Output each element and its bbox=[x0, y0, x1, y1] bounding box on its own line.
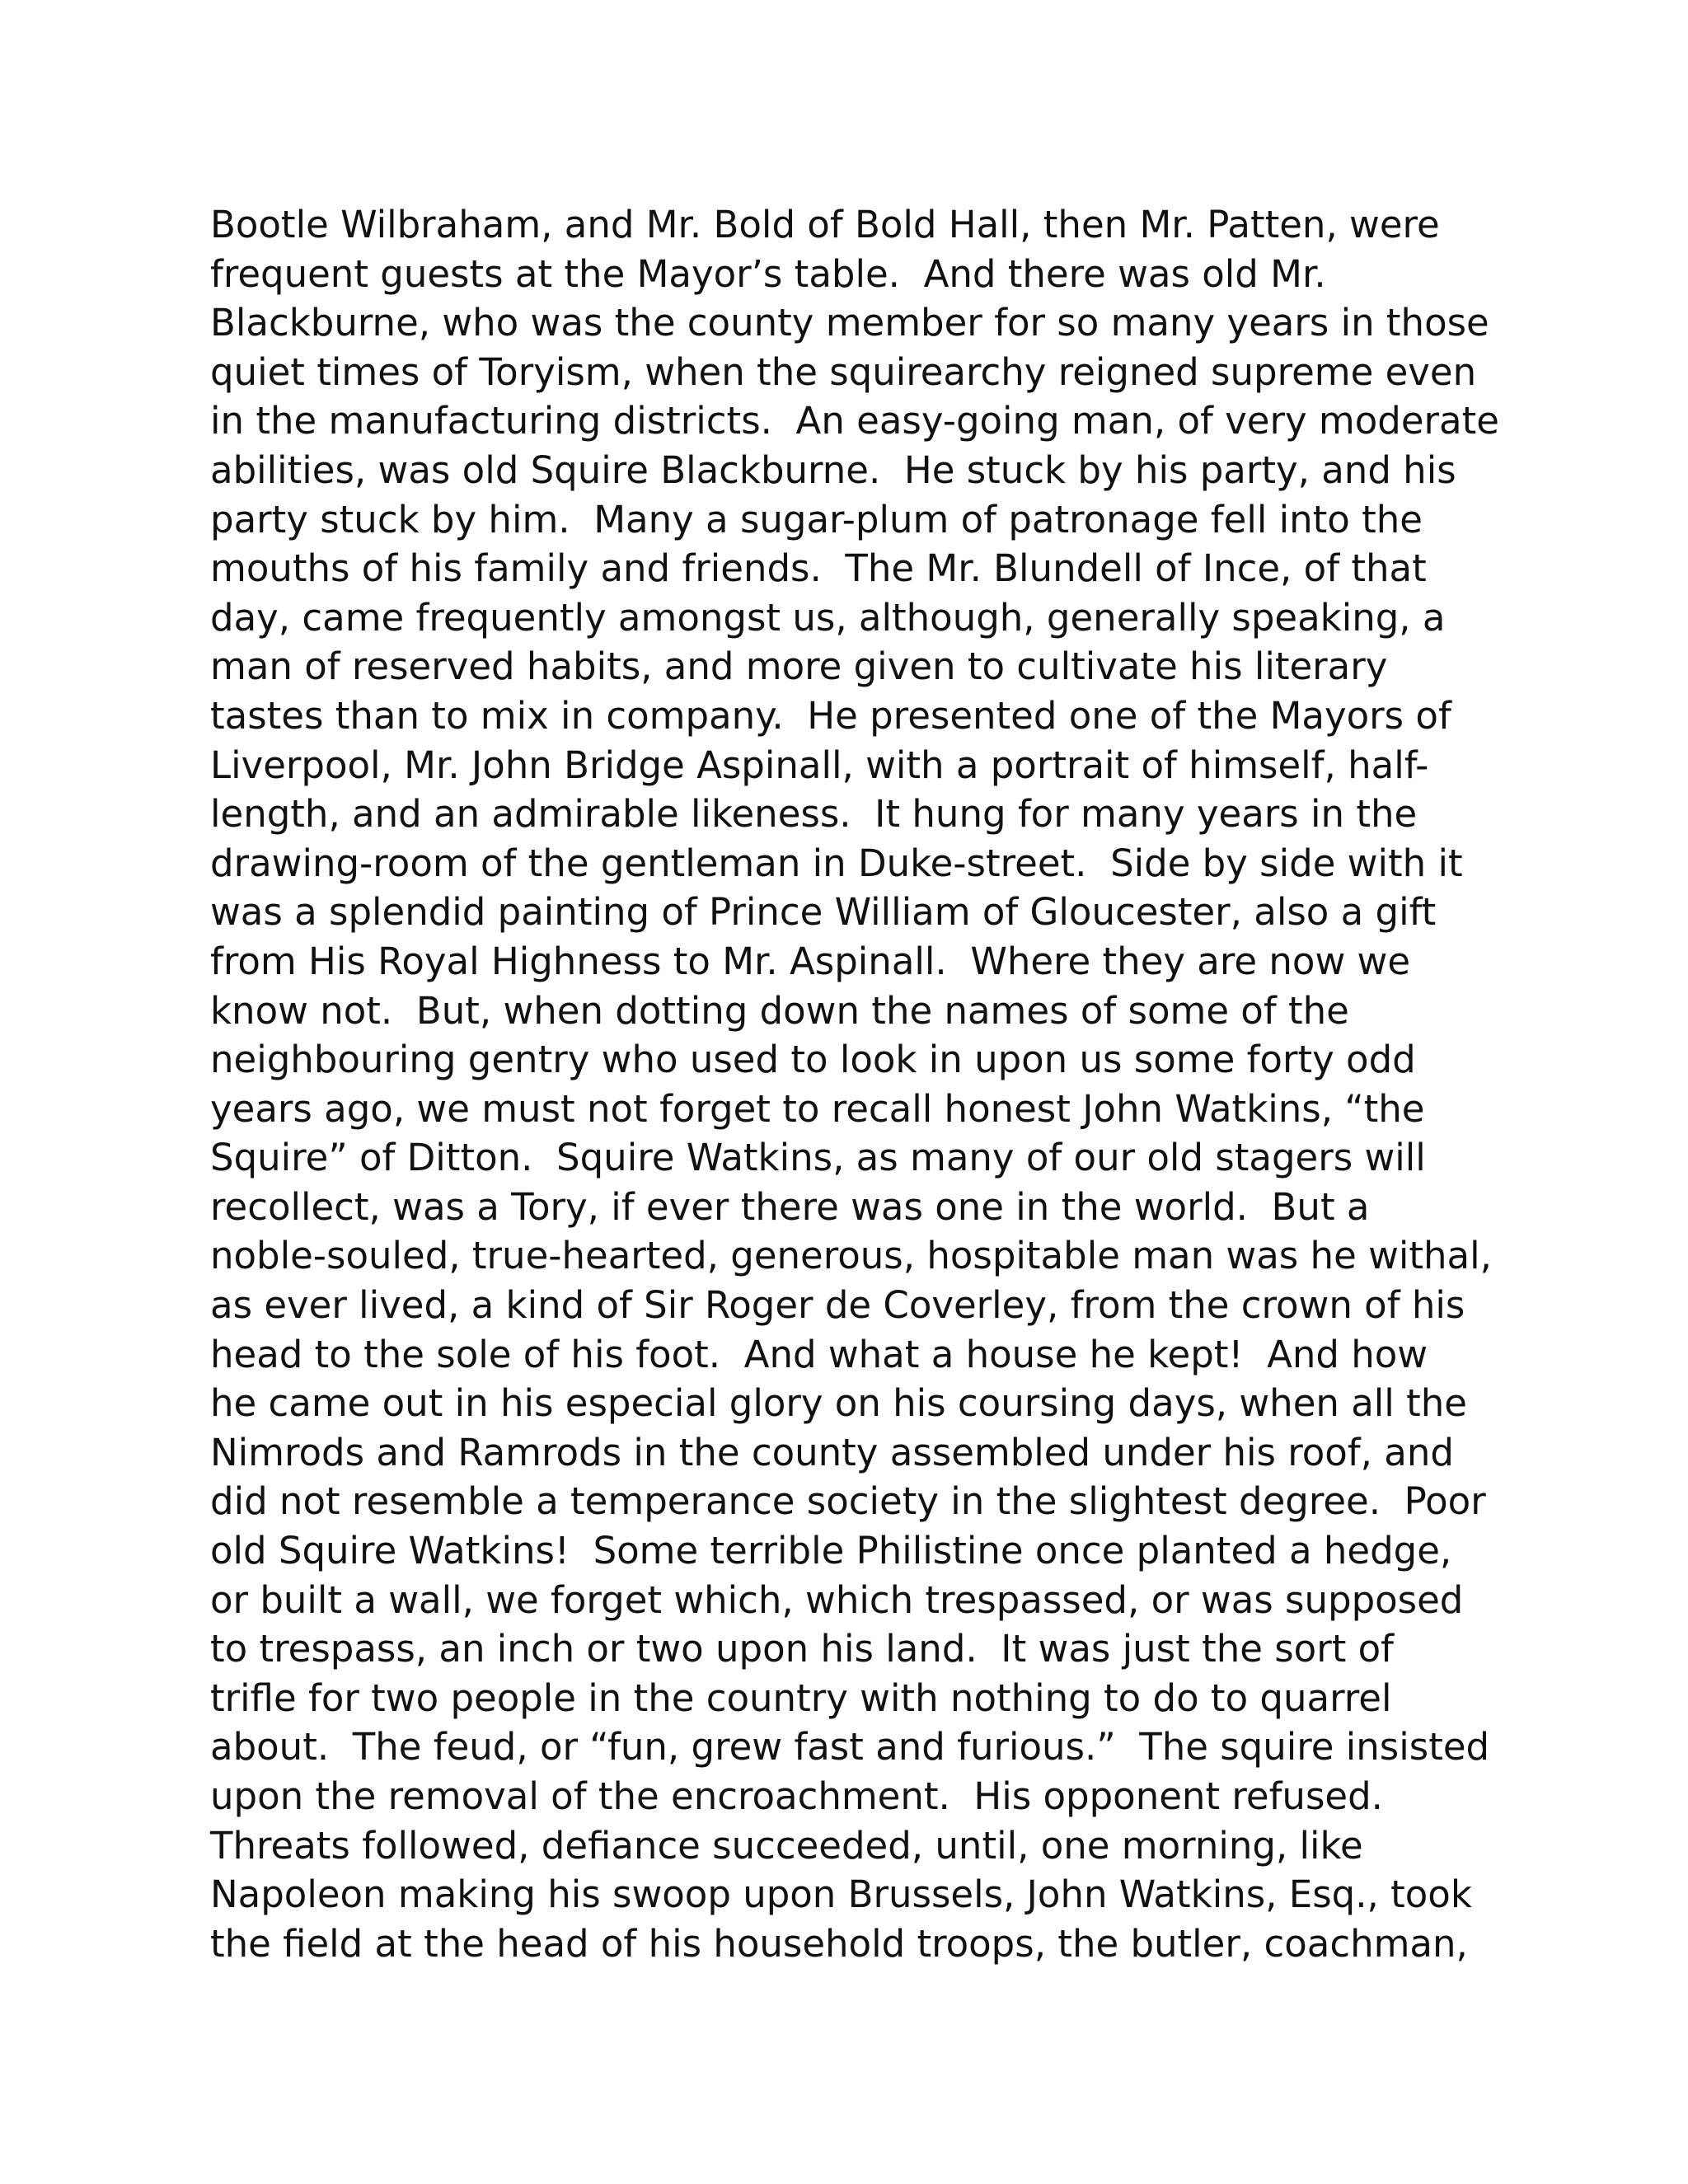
text-line: abilities, was old Squire Blackburne. He stuck by his party, and his bbox=[210, 448, 1456, 492]
text-line: Nimrods and Ramrods in the county assembled under his roof, and bbox=[210, 1430, 1454, 1474]
text-line: Bootle Wilbraham, and Mr. Bold of Bold Hall, then Mr. Patten, were bbox=[210, 203, 1440, 246]
text-line: years ago, we must not forget to recall honest John Watkins, “the bbox=[210, 1086, 1425, 1131]
text-line: was a splendid painting of Prince William of Gloucester, also a gift bbox=[210, 890, 1437, 935]
text-line: Blackburne, who was the county member for so many years in those bbox=[210, 301, 1489, 345]
text-line: the field at the head of his household troops, the butler, coachman, bbox=[210, 1921, 1468, 1966]
text-line: trifle for two people in the country with nothing to do to quarrel bbox=[210, 1675, 1392, 1720]
text-line: or built a wall, we forget which, which trespassed, or was supposed bbox=[210, 1577, 1464, 1622]
text-line: he came out in his especial glory on his coursing days, when all the bbox=[210, 1381, 1467, 1426]
text-line: Liverpool, Mr. John Bridge Aspinall, with a portrait of himself, half- bbox=[210, 743, 1429, 787]
text-line: recollect, was a Tory, if ever there was one in the world. But a bbox=[210, 1184, 1370, 1229]
text-line: noble-souled, true-hearted, generous, hospitable man was he withal, bbox=[210, 1234, 1492, 1278]
text-line: upon the removal of the encroachment. His opponent refused. bbox=[210, 1774, 1383, 1818]
text-line: party stuck by him. Many a sugar-plum of patronage fell into the bbox=[210, 497, 1423, 541]
text-line: Threats followed, defiance succeeded, until, one morning, like bbox=[210, 1823, 1363, 1868]
text-line: neighbouring gentry who used to look in upon us some forty odd bbox=[210, 1038, 1416, 1082]
text-line: Squire” of Ditton. Squire Watkins, as many of our old stagers will bbox=[210, 1136, 1426, 1180]
text-line: did not resemble a temperance society in the slightest degree. Poor bbox=[210, 1479, 1486, 1524]
text-line: as ever lived, a kind of Sir Roger de Coverley, from the crown of his bbox=[210, 1283, 1465, 1328]
text-line: to trespass, an inch or two upon his land. It was just the sort of bbox=[210, 1627, 1395, 1671]
body-text bbox=[210, 200, 1499, 1968]
text-line: old Squire Watkins! Some terrible Philistine once planted a hedge, bbox=[210, 1529, 1452, 1573]
text-line: frequent guests at the Mayor’s table. And there was old Mr. bbox=[210, 251, 1326, 296]
text-line: head to the sole of his foot. And what a house he kept! And how bbox=[210, 1332, 1428, 1376]
text-line: know not. But, when dotting down the names of some of the bbox=[210, 988, 1349, 1033]
text-line: Napoleon making his swoop upon Brussels, John Watkins, Esq., took bbox=[210, 1872, 1472, 1917]
text-line: about. The feud, or “fun, grew fast and furious.” The squire insisted bbox=[210, 1725, 1490, 1769]
text-line: man of reserved habits, and more given to cultivate his literary bbox=[210, 644, 1388, 689]
text-line: in the manufacturing districts. An easy-going man, of very moderate bbox=[210, 399, 1499, 443]
text-line: drawing-room of the gentleman in Duke-street. Side by side with it bbox=[210, 841, 1463, 885]
text-line: mouths of his family and friends. The Mr. Blundell of Ince, of that bbox=[210, 546, 1427, 591]
text-line: quiet times of Toryism, when the squirearchy reigned supreme even bbox=[210, 349, 1477, 394]
text-line: day, came frequently amongst us, although, generally speaking, a bbox=[210, 595, 1446, 640]
text-line: from His Royal Highness to Mr. Aspinall. Where they are now we bbox=[210, 939, 1411, 983]
text-line: length, and an admirable likeness. It hung for many years in the bbox=[210, 792, 1418, 837]
text-line: tastes than to mix in company. He presented one of the Mayors of bbox=[210, 693, 1451, 738]
